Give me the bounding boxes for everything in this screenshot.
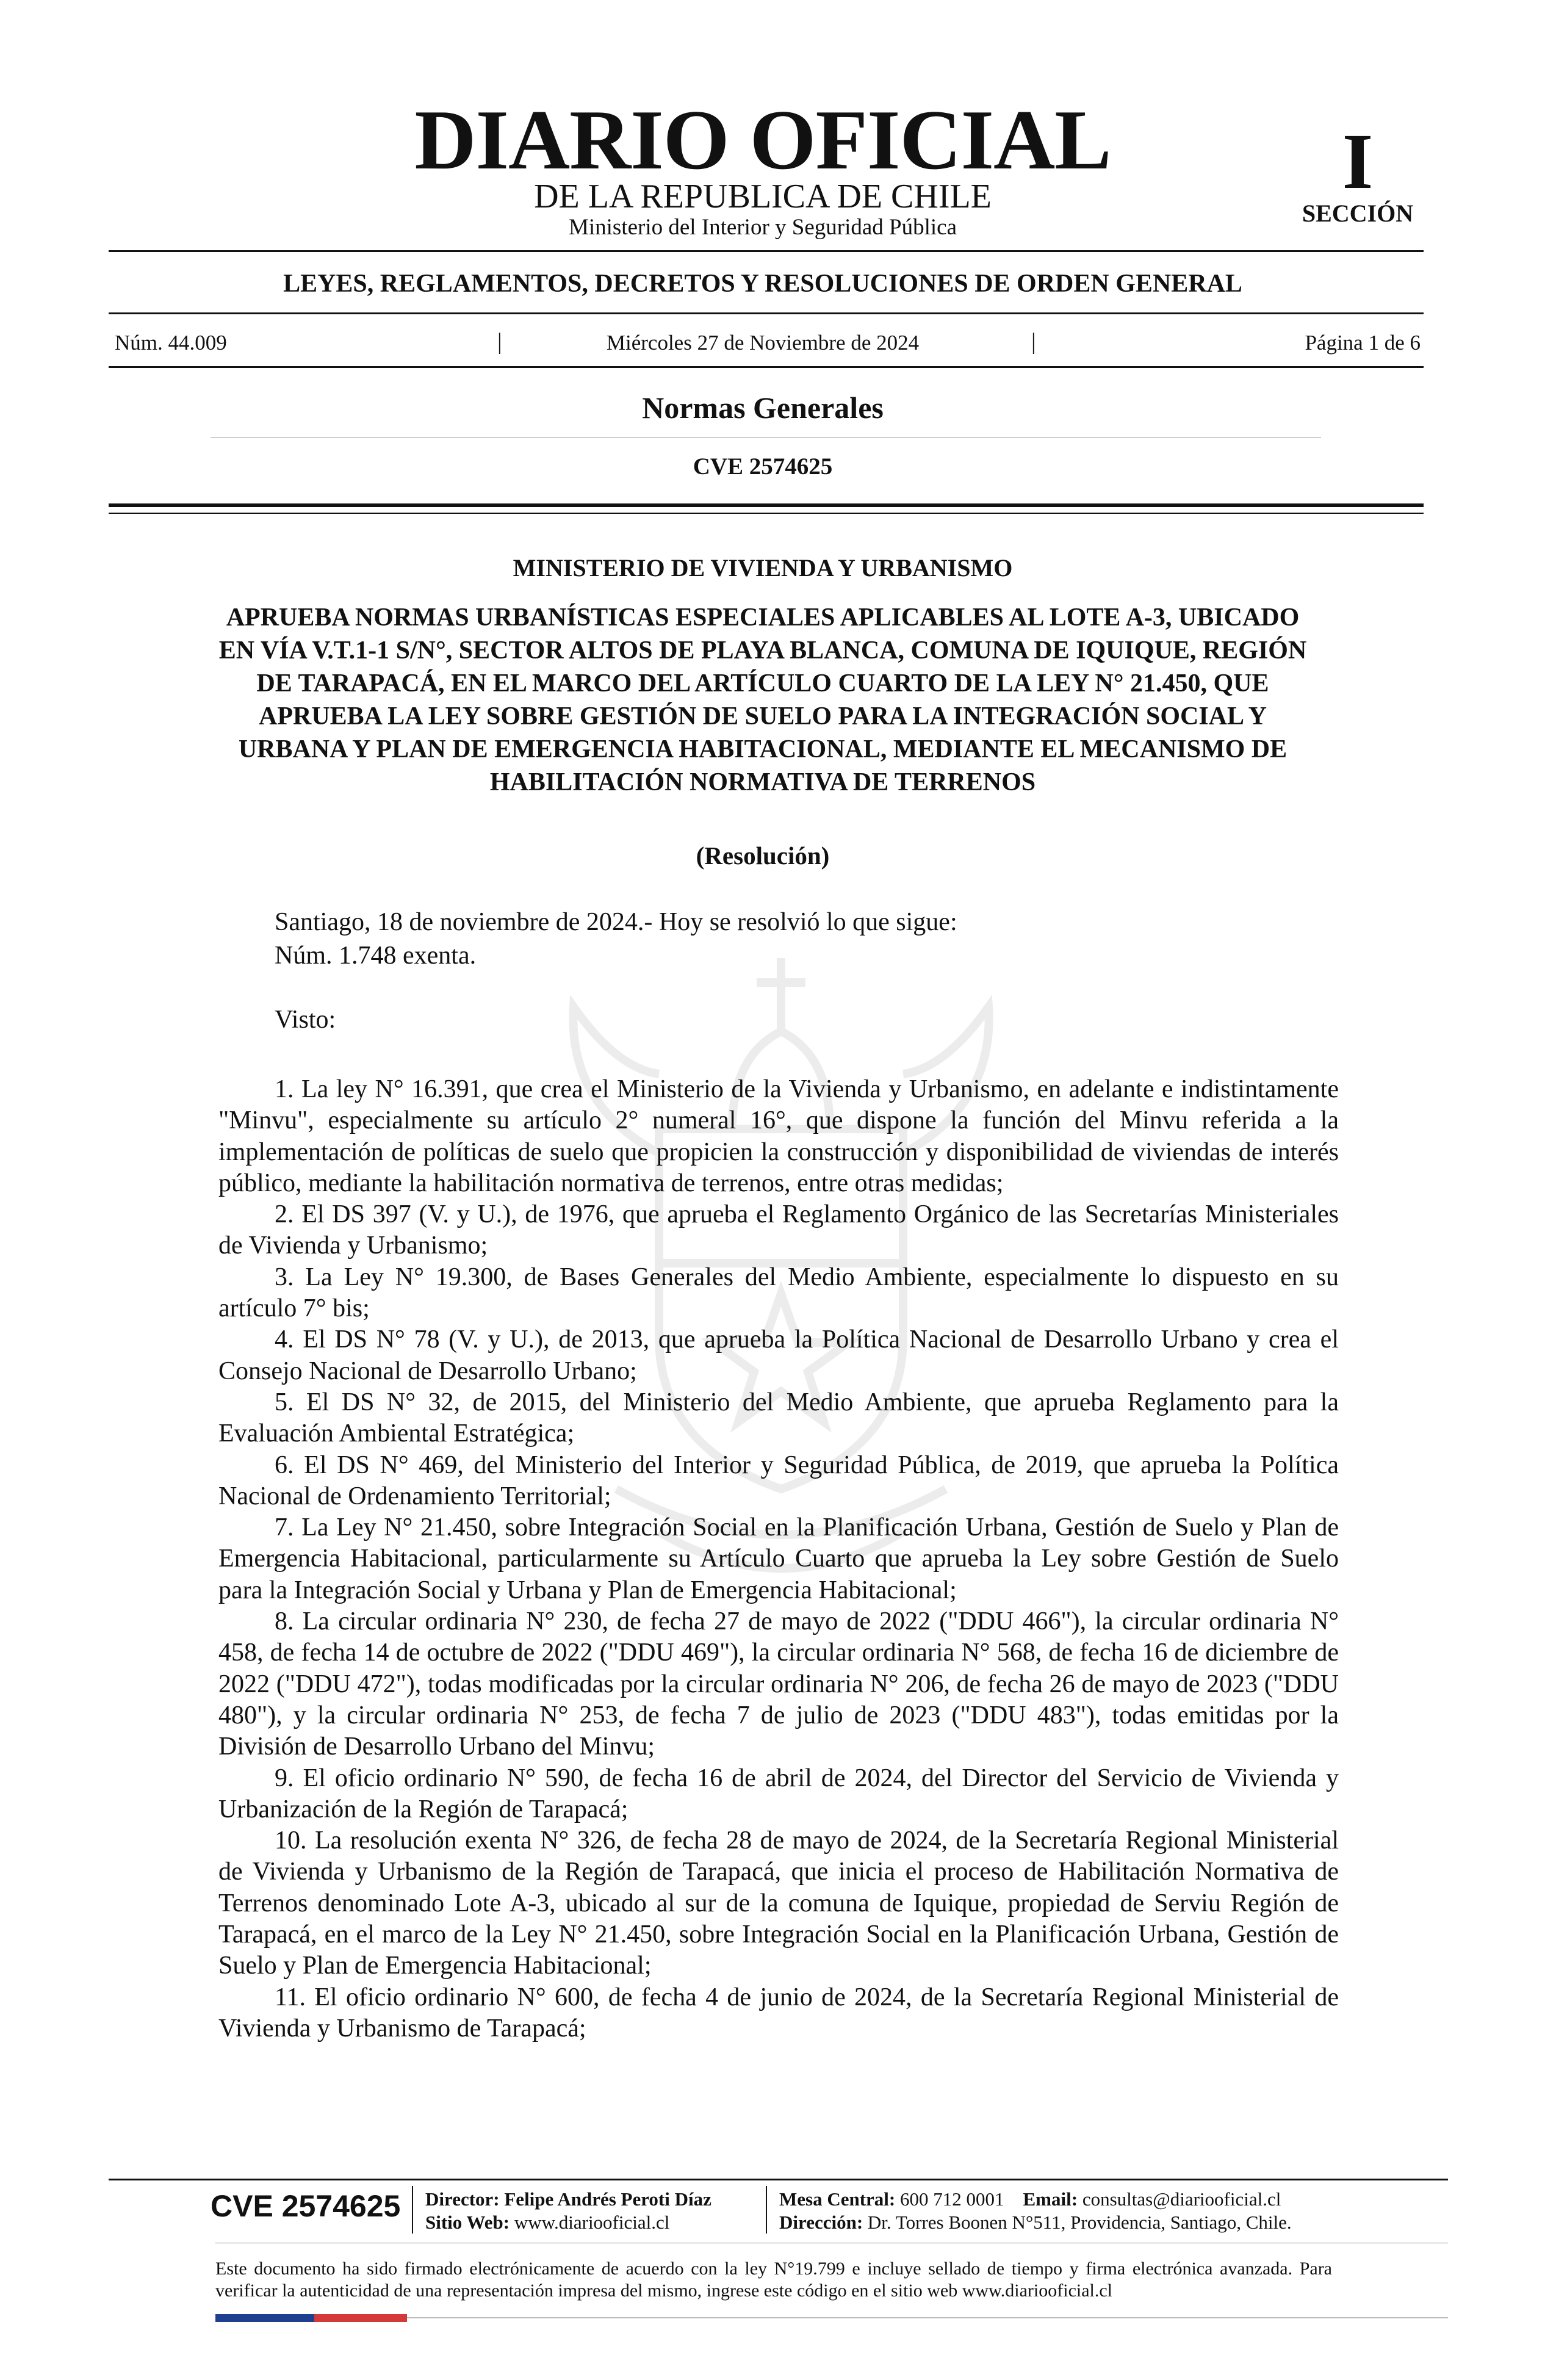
- masthead-ministry: Ministerio del Interior y Seguridad Pública: [568, 215, 957, 240]
- address-text: Dr. Torres Boonen N°511, Providencia, Santiago, Chile.: [867, 2212, 1292, 2233]
- visto-item: 1. La ley N° 16.391, que crea el Ministerio de la Vivienda y Urbanismo, en adelante e indistintamente "Minvu", especialmente su artículo 2° numeral 16°, que dispone la función del Minvu referida a la implementación de políticas de suelo que propicien la construcción y disponibilidad de viviendas de interés público, mediante la habilitación normativa de terrenos, entre otras medidas;: [218, 1075, 1339, 1197]
- divider: [211, 437, 1321, 438]
- page-indicator: Página 1 de 6: [1305, 331, 1421, 355]
- visto-heading: Visto:: [275, 1006, 336, 1034]
- mesa-phone: 600 712 0001: [900, 2188, 1004, 2210]
- email-link[interactable]: consultas@diariooficial.cl: [1082, 2188, 1281, 2210]
- footer-legal-note: Este documento ha sido firmado electrónicamente de acuerdo con la ley N°19.799 e incluye sellado de tiempo y firma electrónica avanzada. Para verificar la autenticidad de una representación impresa del mismo, ingrese este código en el sitio web www.diariooficial.cl: [215, 2259, 1332, 2301]
- visto-item: 11. El oficio ordinario N° 600, de fecha 4 de junio de 2024, de la Secretaría Regional Ministerial de Vivienda y Urbanismo de Tarapacá;: [218, 1983, 1339, 2043]
- site-label: Sitio Web:: [425, 2212, 510, 2233]
- footer-site: [425, 2211, 669, 2234]
- footer-separator: [766, 2186, 767, 2234]
- mesa-label: Mesa Central:: [779, 2188, 896, 2210]
- header-rule-top: [109, 250, 1424, 252]
- visto-item: 5. El DS N° 32, de 2015, del Ministerio del Medio Ambiente, que aprueba Reglamento para la Evaluación Ambiental Estratégica;: [218, 1388, 1339, 1448]
- visto-list: [218, 1074, 1339, 2044]
- masthead-title: DIARIO OFICIAL: [414, 93, 1111, 187]
- visto-item: 2. El DS 397 (V. y U.), de 1976, que aprueba el Reglamento Orgánico de las Secretarías Ministeriales de Vivienda y Urbanismo;: [218, 1200, 1339, 1260]
- visto-item: 4. El DS N° 78 (V. y U.), de 2013, que aprueba la Política Nacional de Desarrollo Urbano y crea el Consejo Nacional de Desarrollo Urbano;: [218, 1325, 1339, 1385]
- resolution-label: (Resolución): [696, 842, 830, 870]
- laws-heading: LEYES, REGLAMENTOS, DECRETOS Y RESOLUCIONES DE ORDEN GENERAL: [283, 270, 1242, 298]
- ministry-heading: MINISTERIO DE VIVIENDA Y URBANISMO: [513, 554, 1013, 582]
- visto-item: 8. La circular ordinaria N° 230, de fecha 27 de mayo de 2022 ("DDU 466"), la circular ordinaria N° 458, de fecha 14 de octubre de 2022 ("DDU 469"), la circular ordinaria N° 568, de fecha 16 de diciembre de 2022 ("DDU 472"), todas modificadas por la circular ordinaria N° 206, de fecha 26 de mayo de 2023 ("DDU 480"), y la circular ordinaria N° 253, de fecha 7 de julio de 2023 ("DDU 483"), todas emitidas por la División de Desarrollo Urbano del Minvu;: [218, 1607, 1339, 1761]
- divider-thick: [109, 503, 1424, 507]
- visto-item: 6. El DS N° 469, del Ministerio del Interior y Seguridad Pública, de 2019, que aprueba la Política Nacional de Ordenamiento Territorial;: [218, 1451, 1339, 1510]
- footer-address: [779, 2211, 1292, 2234]
- section-number: I: [1342, 118, 1374, 206]
- visto-item: 7. La Ley N° 21.450, sobre Integración Social en la Planificación Urbana, Gestión de Suelo y Plan de Emergencia Habitacional, particularmente su Artículo Cuarto que aprueba la Ley sobre Gestión de Suelo para la Integración Social y Urbana y Plan de Emergencia Habitacional;: [218, 1513, 1339, 1604]
- flag-stripe-red: [314, 2314, 407, 2322]
- resolution-number: Núm. 1.748 exenta.: [275, 942, 477, 970]
- director-label: Director:: [425, 2188, 500, 2210]
- cve-code: CVE 2574625: [693, 453, 833, 480]
- issue-separator: |: [1031, 329, 1036, 355]
- resolution-title: APRUEBA NORMAS URBANÍSTICAS ESPECIALES APLICABLES AL LOTE A-3, UBICADO EN VÍA V.T.1-1 S/N°, SECTOR ALTOS DE PLAYA BLANCA, COMUNA DE IQUIQUE, REGIÓN DE TARAPACÁ, EN EL MARCO DEL ARTÍCULO CUARTO DE LA LEY N° 21.450, QUE APRUEBA LA LEY SOBRE GESTIÓN DE SUELO PARA LA INTEGRACIÓN SOCIAL Y URBANA Y PLAN DE EMERGENCIA HABITACIONAL, MEDIANTE EL MECANISMO DE HABILITACIÓN NORMATIVA DE TERRENOS: [218, 604, 1307, 796]
- footer-separator: [412, 2186, 413, 2234]
- director-name: Felipe Andrés Peroti Díaz: [504, 2188, 711, 2210]
- issue-separator: |: [497, 329, 502, 355]
- visto-item: 3. La Ley N° 19.300, de Bases Generales del Medio Ambiente, especialmente lo dispuesto en su artículo 7° bis;: [218, 1263, 1339, 1323]
- section-heading: Normas Generales: [642, 391, 884, 425]
- flag-line: [407, 2317, 1448, 2318]
- visto-item: 9. El oficio ordinario N° 590, de fecha 16 de abril de 2024, del Director del Servicio de Vivienda y Urbanización de la Región de Tarapacá;: [218, 1764, 1339, 1823]
- masthead-subtitle: DE LA REPUBLICA DE CHILE: [534, 178, 992, 215]
- divider-thin: [109, 513, 1424, 514]
- footer-contact: [779, 2188, 1281, 2211]
- footer-director: [425, 2188, 711, 2211]
- email-label: Email:: [1023, 2188, 1078, 2210]
- header-rule-bottom: [109, 366, 1424, 368]
- footer-cve: CVE 2574625: [211, 2189, 401, 2223]
- section-label: SECCIÓN: [1302, 200, 1414, 227]
- site-link[interactable]: www.diariooficial.cl: [514, 2212, 670, 2233]
- dateline: Santiago, 18 de noviembre de 2024.- Hoy se resolvió lo que sigue:: [275, 908, 957, 936]
- visto-item: 10. La resolución exenta N° 326, de fecha 28 de mayo de 2024, de la Secretaría Regional Ministerial de Vivienda y Urbanismo de la Región de Tarapacá, que inicia el proceso de Habilitación Normativa de Terrenos denominado Lote A-3, ubicado al sur de la comuna de Iquique, propiedad de Serviu Región de Tarapacá, en el marco de la Ley N° 21.450, sobre Integración Social en la Planificación Urbana, Gestión de Suelo y Plan de Emergencia Habitacional;: [218, 1826, 1339, 1980]
- footer-rule: [109, 2179, 1448, 2180]
- flag-stripe-blue: [215, 2314, 314, 2322]
- header-rule-mid: [109, 312, 1424, 314]
- issue-number: Núm. 44.009: [115, 331, 227, 355]
- address-label: Dirección:: [779, 2212, 863, 2233]
- issue-date: Miércoles 27 de Noviembre de 2024: [606, 331, 920, 355]
